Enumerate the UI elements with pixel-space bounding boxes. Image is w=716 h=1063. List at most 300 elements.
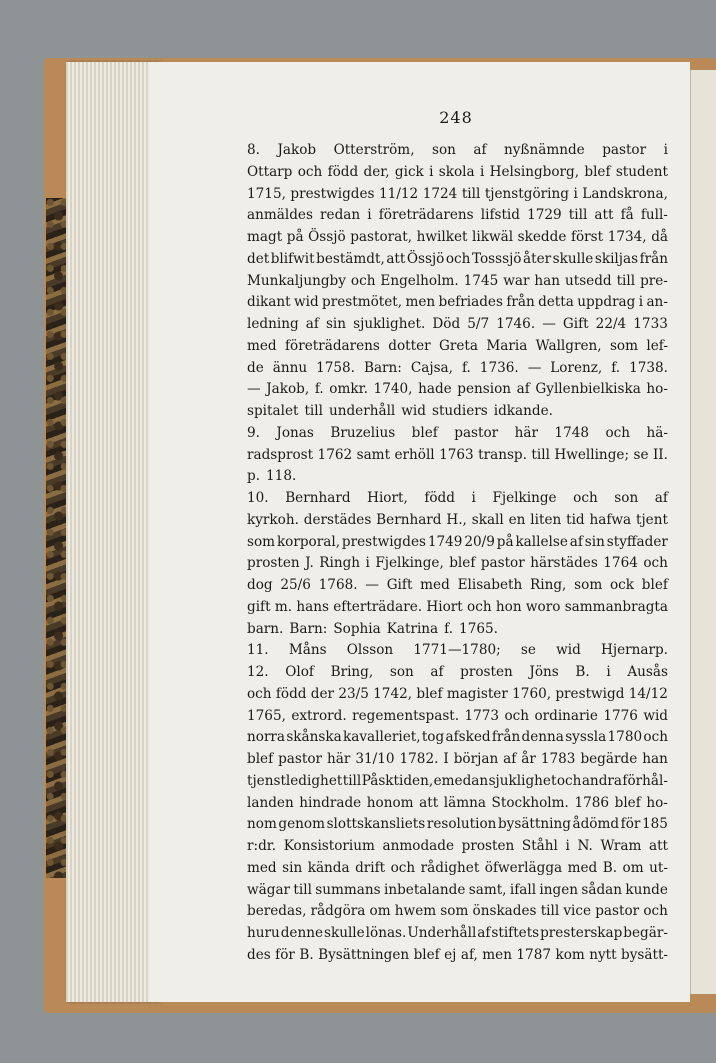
word: som <box>574 577 603 593</box>
word: med <box>420 577 450 593</box>
word: Olof <box>285 664 314 680</box>
word: till <box>616 272 636 289</box>
word: H., <box>446 511 467 528</box>
word: att <box>594 207 614 224</box>
word: ännu <box>272 359 308 376</box>
text-line <box>247 814 668 836</box>
word: med <box>567 859 598 876</box>
word: pension <box>457 381 512 398</box>
word: presterskap <box>540 925 623 941</box>
word: få <box>620 207 634 224</box>
word: företrädarens <box>378 207 474 224</box>
word: stiftets <box>491 925 540 941</box>
word: Fjelkinge, <box>375 555 444 572</box>
word: han <box>642 751 668 767</box>
word: transp. <box>478 446 527 463</box>
word: ut- <box>649 859 668 876</box>
word: öfwerlägga <box>484 859 563 876</box>
text-line <box>247 749 668 771</box>
word: då <box>651 229 668 245</box>
word: hade <box>418 381 452 398</box>
word: förhål- <box>622 772 668 789</box>
word: det <box>247 250 270 267</box>
word: 1787 <box>516 946 552 963</box>
word: som <box>440 903 469 920</box>
word: 1783 <box>540 751 576 767</box>
text-line <box>247 379 668 401</box>
word: tid <box>566 511 585 528</box>
text-line <box>247 510 668 532</box>
word: an- <box>646 294 668 311</box>
word: nytt <box>589 946 617 963</box>
word: anmodade <box>382 838 455 854</box>
word: 1715, <box>247 185 286 202</box>
text-line <box>247 271 668 293</box>
word: hä- <box>646 424 668 441</box>
word: 11/12 <box>379 185 419 202</box>
word: blef <box>641 577 668 593</box>
word: magt <box>247 229 283 245</box>
word: kallelse <box>515 533 568 550</box>
word: hwem <box>394 903 437 920</box>
text-line <box>247 727 668 749</box>
word: wid <box>643 707 668 724</box>
word: liten <box>530 511 562 528</box>
word: ådömd <box>572 816 620 833</box>
word: Ring, <box>530 577 567 593</box>
word: B. <box>602 859 618 876</box>
word: i <box>663 142 668 158</box>
word: prosten <box>247 555 300 572</box>
word: 31/10 <box>355 751 395 767</box>
word: 12. <box>247 664 269 680</box>
word: I <box>443 751 449 767</box>
word: 1763 <box>439 446 474 463</box>
word: 118. <box>266 468 297 485</box>
word: Landskrona, <box>582 185 668 202</box>
word: född <box>424 490 455 506</box>
word: med <box>247 337 277 354</box>
word: 1782. <box>399 751 439 767</box>
word: sjuklighet <box>488 772 557 789</box>
word: Jöns <box>529 664 559 680</box>
word: Barn: <box>363 359 402 376</box>
word: anmäldes <box>247 207 313 224</box>
text-line <box>247 466 668 488</box>
word: Olsson <box>346 642 394 659</box>
word: prosten <box>461 838 515 854</box>
word: f. <box>314 381 324 398</box>
word: men <box>482 946 512 963</box>
word: blef <box>584 163 611 180</box>
word: prestmötet, <box>322 294 403 311</box>
word: i <box>565 838 570 854</box>
word: Hwellinge; <box>554 446 630 463</box>
word: f. <box>444 620 454 637</box>
word: 9. <box>247 424 260 441</box>
word: ho- <box>646 794 668 811</box>
word: skulle <box>323 925 365 941</box>
word: till <box>304 403 323 419</box>
word: korporal, <box>276 533 341 550</box>
word: åter <box>523 250 552 267</box>
word: dog <box>247 577 273 593</box>
word: 23/5 <box>338 685 369 702</box>
word: skedde <box>517 229 567 245</box>
word: af <box>503 751 517 767</box>
word: skola <box>438 163 475 180</box>
word: Tosssjö <box>471 250 522 267</box>
word: han <box>534 272 561 289</box>
text-line <box>247 662 668 684</box>
word: i <box>479 163 485 180</box>
word: 10. <box>247 490 269 506</box>
word: från <box>491 729 521 746</box>
text-line <box>247 249 668 271</box>
word: som <box>247 533 276 550</box>
word: Ottarp <box>247 163 293 180</box>
word: sådan <box>581 881 623 898</box>
text-line <box>247 793 668 815</box>
word: sin <box>325 316 347 332</box>
word: spitalet <box>247 403 299 419</box>
word: 1786 <box>574 794 610 811</box>
word: till <box>342 772 362 789</box>
word: ifall <box>509 881 537 898</box>
word: utsedd <box>564 272 612 289</box>
word: i <box>429 163 434 180</box>
word: ledning <box>247 316 299 332</box>
word: genom <box>278 816 325 833</box>
word: Bysättningen <box>318 946 410 963</box>
word: landen <box>247 794 294 811</box>
word: och <box>467 598 492 615</box>
word: i <box>367 207 372 224</box>
word: hwilket <box>416 229 468 245</box>
word: Össjö <box>406 250 445 267</box>
word: Wallgren, <box>535 337 602 354</box>
word: tjent <box>635 511 668 528</box>
word: med <box>247 859 277 876</box>
facing-page-edge <box>690 70 716 994</box>
word: B. <box>575 664 590 680</box>
word: tjenstgöring <box>484 185 569 202</box>
word: pre- <box>640 272 668 289</box>
word: för <box>275 946 295 963</box>
word: här <box>327 751 351 767</box>
word: att <box>419 794 439 811</box>
word: bysätt- <box>621 946 668 963</box>
text-line <box>247 771 668 793</box>
word: af <box>516 381 530 398</box>
word: woro <box>525 598 561 615</box>
word: vice <box>563 903 592 920</box>
word: och <box>643 555 668 572</box>
word: Jakob, <box>266 381 310 398</box>
word: Jonas <box>276 424 314 441</box>
word: tjenstledighet <box>247 772 343 789</box>
word: Konsistorium <box>283 838 375 854</box>
word: Död <box>432 316 461 332</box>
word: Lorenz, <box>550 359 603 376</box>
word: rådighet <box>420 859 480 876</box>
word: pastorat, <box>350 229 413 245</box>
text-line <box>247 488 668 510</box>
word: beredas, <box>247 903 307 920</box>
word: denna <box>521 729 564 746</box>
text-line <box>247 640 668 662</box>
word: underhåll <box>328 403 396 419</box>
word: de <box>247 359 264 376</box>
text-line <box>247 140 668 162</box>
word: om <box>369 903 391 920</box>
word: Stockholm. <box>491 794 569 811</box>
word: full- <box>640 207 668 224</box>
word: regementspast. <box>352 707 460 724</box>
word: ock <box>609 577 635 593</box>
word: Sophia <box>333 620 381 637</box>
word: af <box>477 925 491 941</box>
word: Barn: <box>289 620 328 637</box>
word: början <box>453 751 499 767</box>
text-line <box>247 619 668 641</box>
word: af <box>430 664 444 680</box>
word: wägar <box>247 881 291 898</box>
word: 1768. <box>318 577 358 593</box>
word: emedan <box>433 772 489 789</box>
word: till <box>568 207 588 224</box>
word: extrord. <box>291 707 347 724</box>
word: af <box>654 490 668 506</box>
text-line <box>247 836 668 858</box>
word: Hiort <box>426 598 463 615</box>
word: tog <box>421 729 445 746</box>
word: Påsktiden, <box>361 772 434 789</box>
word: blef <box>614 794 641 811</box>
word: andra <box>581 772 622 789</box>
word: sammanbragta <box>564 598 668 615</box>
text-line <box>247 162 668 184</box>
word: född <box>327 163 359 180</box>
word: kunde <box>625 881 668 898</box>
word: 14/12 <box>628 685 668 702</box>
word: 1762 <box>317 446 353 463</box>
word: begär- <box>623 925 668 941</box>
word: dotter <box>388 337 431 354</box>
word: skiljas <box>594 250 639 267</box>
word: efterträdare. <box>333 598 423 615</box>
word: i <box>365 555 370 572</box>
word: der, <box>363 163 390 180</box>
word: här <box>514 424 538 441</box>
word: se <box>633 446 649 463</box>
word: Fjelkinge <box>492 490 557 506</box>
word: lämna <box>443 794 486 811</box>
word: Helsingborg, <box>489 163 580 180</box>
word: hans <box>296 598 329 615</box>
word: f. <box>611 359 621 376</box>
word: Engelholm. <box>380 272 459 289</box>
word: Elisabeth <box>457 577 523 593</box>
word: 1771—1780; <box>413 642 501 659</box>
word: erhöll <box>394 446 435 463</box>
word: Ståhl <box>521 838 558 854</box>
word: inbetalande <box>384 881 466 898</box>
word: Bruzelius <box>330 424 396 441</box>
word: af <box>473 142 487 158</box>
text-line <box>247 923 668 945</box>
word: rådgöra <box>310 903 366 920</box>
word: wid <box>293 294 319 311</box>
text-line <box>247 227 668 249</box>
word: blef <box>247 751 274 767</box>
word: norra <box>247 729 286 746</box>
word: 1729 <box>527 207 562 224</box>
word: af <box>569 533 583 550</box>
word: kom <box>555 946 585 963</box>
word: 1745 <box>463 272 499 289</box>
word: önskades <box>472 903 537 920</box>
word: bysättning <box>497 816 571 833</box>
word: 1738. <box>629 359 668 376</box>
word: skånska <box>286 729 342 746</box>
word: 185 <box>641 816 668 833</box>
word: blef <box>411 424 438 441</box>
word: om <box>622 859 644 876</box>
text-line <box>247 532 668 554</box>
word: Greta <box>438 337 478 354</box>
word: drift <box>355 859 386 876</box>
word: — <box>365 577 379 593</box>
text-line <box>247 684 668 706</box>
word: Gift <box>562 316 589 332</box>
word: wid <box>556 642 581 659</box>
word: och <box>247 685 272 702</box>
word: i <box>606 664 611 680</box>
word: magister <box>446 685 508 702</box>
word: Hiort, <box>367 490 408 506</box>
word: Gift <box>386 577 413 593</box>
word: war <box>503 272 530 289</box>
text-line <box>247 184 668 206</box>
word: blef <box>416 685 443 702</box>
word: att <box>386 250 406 267</box>
word: 1760, <box>512 685 552 702</box>
word: denne <box>280 925 324 941</box>
word: lef- <box>646 337 668 354</box>
word: i <box>573 185 578 202</box>
text-line <box>247 205 668 227</box>
word: slottskansliets <box>326 816 426 833</box>
word: 1742, <box>373 685 413 702</box>
word: 1736. <box>479 359 519 376</box>
word: kyrkoh. <box>247 511 299 528</box>
word: son <box>614 490 639 506</box>
word: 1758. <box>316 359 355 376</box>
word: från <box>506 294 535 311</box>
word: och <box>297 163 323 180</box>
word: 1776 <box>603 707 638 724</box>
word: Wram <box>600 838 642 854</box>
word: honom <box>366 794 414 811</box>
word: först <box>570 229 604 245</box>
word: befriades <box>438 294 503 311</box>
word: wid <box>401 403 426 419</box>
word: Underhåll <box>407 925 477 941</box>
word: Ringh <box>319 555 361 572</box>
word: r:dr. <box>247 838 277 854</box>
word: skulle <box>552 250 594 267</box>
word: 1724 <box>422 185 458 202</box>
word: redan <box>320 207 361 224</box>
word: och <box>556 772 582 789</box>
word: f. <box>461 359 471 376</box>
word: p. <box>247 468 261 485</box>
word: des <box>247 946 271 963</box>
word: detta <box>538 294 574 311</box>
word: från <box>639 250 668 267</box>
word: — <box>247 381 261 398</box>
word: se <box>520 642 536 659</box>
word: sjuklighet. <box>353 316 426 332</box>
text-line <box>247 901 668 923</box>
word: härstädes <box>530 555 598 572</box>
word: Katrina <box>386 620 439 637</box>
word: resolution <box>426 816 497 833</box>
word: och <box>643 903 668 920</box>
word: till <box>461 185 481 202</box>
word: af, <box>460 946 478 963</box>
word: lönas. <box>365 925 407 941</box>
word: pastor <box>480 555 525 572</box>
word: summans <box>315 881 381 898</box>
word: prestwigdes <box>341 533 426 550</box>
word: Cajsa, <box>410 359 453 376</box>
word: nom <box>247 816 277 833</box>
word: sin <box>282 859 303 876</box>
word: afsked <box>445 729 491 746</box>
text-line <box>247 858 668 880</box>
word: pastor <box>602 142 647 158</box>
word: i <box>471 490 476 506</box>
word: 1749 <box>427 533 463 550</box>
word: prestwigdes <box>290 185 375 202</box>
word: hindrade <box>299 794 362 811</box>
word: J. <box>305 555 314 572</box>
word: och <box>445 250 471 267</box>
word: Munkaljungby <box>247 272 346 289</box>
word: och <box>504 707 530 724</box>
word: ingen <box>539 881 579 898</box>
word: men <box>405 294 436 311</box>
word: son <box>389 664 414 680</box>
word: att <box>648 838 668 854</box>
word: 25/6 <box>280 577 311 593</box>
word: gift <box>247 598 271 615</box>
word: Bring, <box>330 664 374 680</box>
word: nyßnämnde <box>503 142 585 158</box>
word: för <box>620 816 641 833</box>
word: N. <box>577 838 593 854</box>
word: — <box>542 316 556 332</box>
word: hafwa <box>589 511 632 528</box>
word: född <box>275 685 307 702</box>
page-text <box>247 140 668 967</box>
word: kavalleriet, <box>343 729 421 746</box>
word: på <box>496 533 514 550</box>
word: 1740, <box>373 381 413 398</box>
text-line <box>247 706 668 728</box>
